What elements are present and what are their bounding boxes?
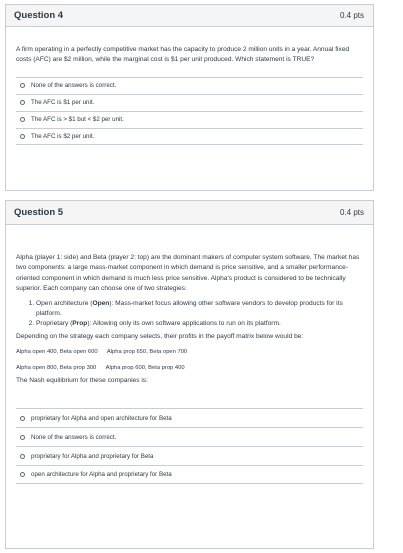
answer-label: open architecture for Alpha and proprietary for Beta: [31, 471, 172, 479]
answer-list: [16, 77, 363, 145]
answer-option[interactable]: [16, 94, 363, 111]
question-ask: The Nash equilibrium for these companies is:: [16, 376, 148, 384]
answer-label: The AFC is $2 per unit.: [31, 132, 95, 140]
question-4-header: [6, 5, 373, 27]
question-title: Question 5: [14, 207, 64, 218]
radio-button[interactable]: [20, 454, 25, 459]
payoff-row: Alpha open 800, Beta prop 300 Alpha prop 600, Beta prop 400: [16, 364, 185, 371]
radio-button[interactable]: [20, 83, 25, 88]
radio-button[interactable]: [20, 100, 25, 105]
answer-option[interactable]: [16, 446, 363, 465]
radio-button[interactable]: [20, 416, 25, 421]
answer-label: The AFC is > $1 but < $2 per unit.: [31, 116, 124, 124]
radio-button[interactable]: [20, 134, 25, 139]
strategy-key: Open: [92, 299, 110, 307]
answer-option[interactable]: [16, 111, 363, 128]
answer-option[interactable]: [16, 128, 363, 145]
answer-option[interactable]: [16, 77, 363, 94]
question-5-card: [5, 200, 374, 549]
question-prompt: A firm operating in a perfectly competitive market has the capacity to produce 2 million units in a year. Annual fixed costs (AFC) are $2 million, while the marginal cost is $1 per unit produced. Which statement is TRUE?: [16, 46, 350, 64]
payoff-row: Alpha open 400, Beta open 600 Alpha prop 650, Beta open 700: [16, 348, 188, 355]
strategy-key: Prop: [72, 320, 88, 328]
strategy-item: 1. Open architecture (Open): Mass-market focus allowing other software vendors to develop products for its platform.: [36, 299, 363, 319]
answer-option[interactable]: [16, 465, 363, 484]
strategy-item: 2. Proprietary (Prop): Allowing only its own software applications to run on its platform.: [36, 319, 363, 329]
question-title: Question 4: [14, 10, 64, 21]
answer-label: proprietary for Alpha and proprietary for Beta: [31, 452, 154, 460]
answer-label: The AFC is $1 per unit.: [31, 99, 95, 107]
payoff-intro: Depending on the strategy each company selects, their profits in the payoff matrix below would be:: [16, 333, 304, 341]
question-intro: Alpha (player 1: side) and Beta (player 2: top) are the dominant makers of computer system software. The market has two components: a large mass-market component in which demand is price sensitive, and a smaller performance-oriented component in which demand is much less price sensitive. Alpha's product is considered to be technically superior. Each company can choose one of two strategies:: [16, 254, 360, 293]
radio-button[interactable]: [20, 472, 25, 477]
question-5-header: [6, 201, 373, 225]
answer-label: None of the answers is correct.: [31, 82, 117, 90]
answer-option[interactable]: [16, 408, 363, 427]
answer-option[interactable]: [16, 427, 363, 446]
radio-button[interactable]: [20, 117, 25, 122]
question-points: 0.4 pts: [339, 208, 364, 217]
radio-button[interactable]: [20, 435, 25, 440]
answer-label: None of the answers is correct.: [31, 433, 117, 441]
strategy-list: [16, 299, 363, 330]
answer-label: proprietary for Alpha and open architecture for Beta: [31, 414, 172, 422]
question-points: 0.4 pts: [339, 11, 364, 20]
answer-list: [16, 408, 363, 484]
question-4-card: [5, 4, 374, 191]
